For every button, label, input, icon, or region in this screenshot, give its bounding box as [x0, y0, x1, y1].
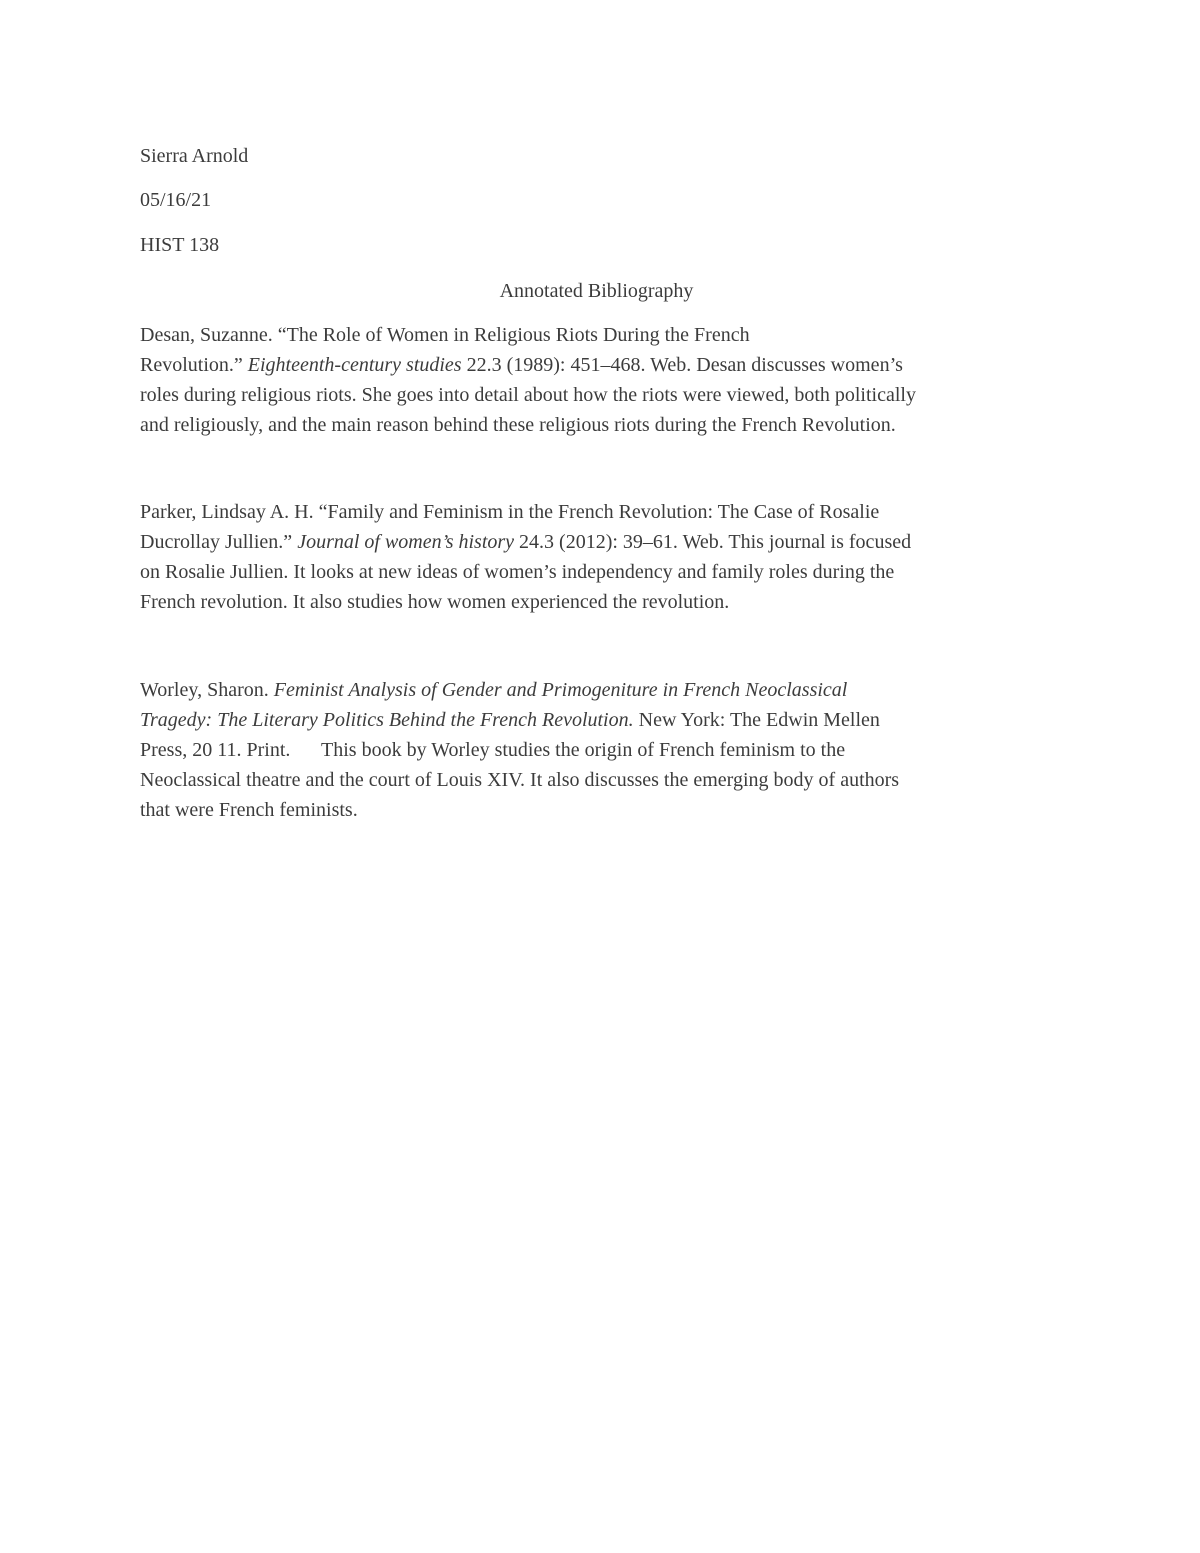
- entry-line: [140, 705, 1060, 735]
- entry-publisher: New York: The Edwin Mellen: [638, 709, 880, 731]
- entry-article-title-end: Revolution.”: [140, 354, 243, 376]
- entry-annotation-line: Neoclassical theatre and the court of Louis XIV. It also discusses the emerging body of authors: [140, 769, 900, 791]
- entry-author: Worley, Sharon.: [140, 679, 269, 701]
- entry-pub-year: Press, 20 11. Print.: [140, 739, 291, 761]
- entry-line: [140, 320, 1060, 350]
- entry-line: [140, 497, 1060, 527]
- entry-pub-details: 24.3 (2012): 39–61. Web. This journal is focused: [519, 531, 912, 553]
- entry-book-title: Feminist Analysis of Gender and Primogeniture in French Neoclassical: [273, 679, 848, 701]
- entry-article-title: “The Role of Women in Religious Riots During the French: [277, 324, 750, 346]
- entry-article-title: “Family and Feminism in the French Revolution: The Case of Rosalie: [318, 501, 880, 523]
- page-title: Annotated Bibliography: [499, 280, 694, 302]
- bibliography-entry-worley: [140, 675, 1060, 825]
- entry-annotation-line: on Rosalie Jullien. It looks at new ideas of women’s independency and family roles during the: [140, 561, 895, 583]
- entry-author: Desan, Suzanne.: [140, 324, 273, 346]
- entry-line: [140, 350, 1060, 380]
- entry-article-title-end: Ducrollay Jullien.”: [140, 531, 293, 553]
- entry-journal: Eighteenth-century studies: [247, 354, 462, 376]
- entry-book-title-cont: Tragedy: The Literary Politics Behind the French Revolution.: [140, 709, 634, 731]
- entry-line: [140, 735, 1060, 765]
- entry-pub-details: 22.3 (1989): 451–468. Web. Desan discusses women’s: [466, 354, 903, 376]
- entry-annotation-line: roles during religious riots. She goes into detail about how the riots were viewed, both politically: [140, 384, 916, 406]
- entry-annotation-line: that were French feminists.: [140, 799, 358, 821]
- entry-annotation-line: and religiously, and the main reason behind these religious riots during the French Revolution.: [140, 414, 896, 436]
- entry-line: [140, 675, 1060, 705]
- entry-annotation-start: This book by Worley studies the origin of French feminism to the: [321, 739, 846, 761]
- course-code: HIST 138: [140, 234, 220, 256]
- bibliography-entry-desan: [140, 320, 1060, 440]
- entry-journal: Journal of women’s history: [297, 531, 515, 553]
- student-name: Sierra Arnold: [140, 145, 249, 167]
- entry-line: [140, 527, 1060, 557]
- document-date: 05/16/21: [140, 189, 212, 211]
- entry-annotation-line: French revolution. It also studies how women experienced the revolution.: [140, 591, 730, 613]
- bibliography-entry-parker: [140, 497, 1060, 617]
- entry-author: Parker, Lindsay A. H.: [140, 501, 314, 523]
